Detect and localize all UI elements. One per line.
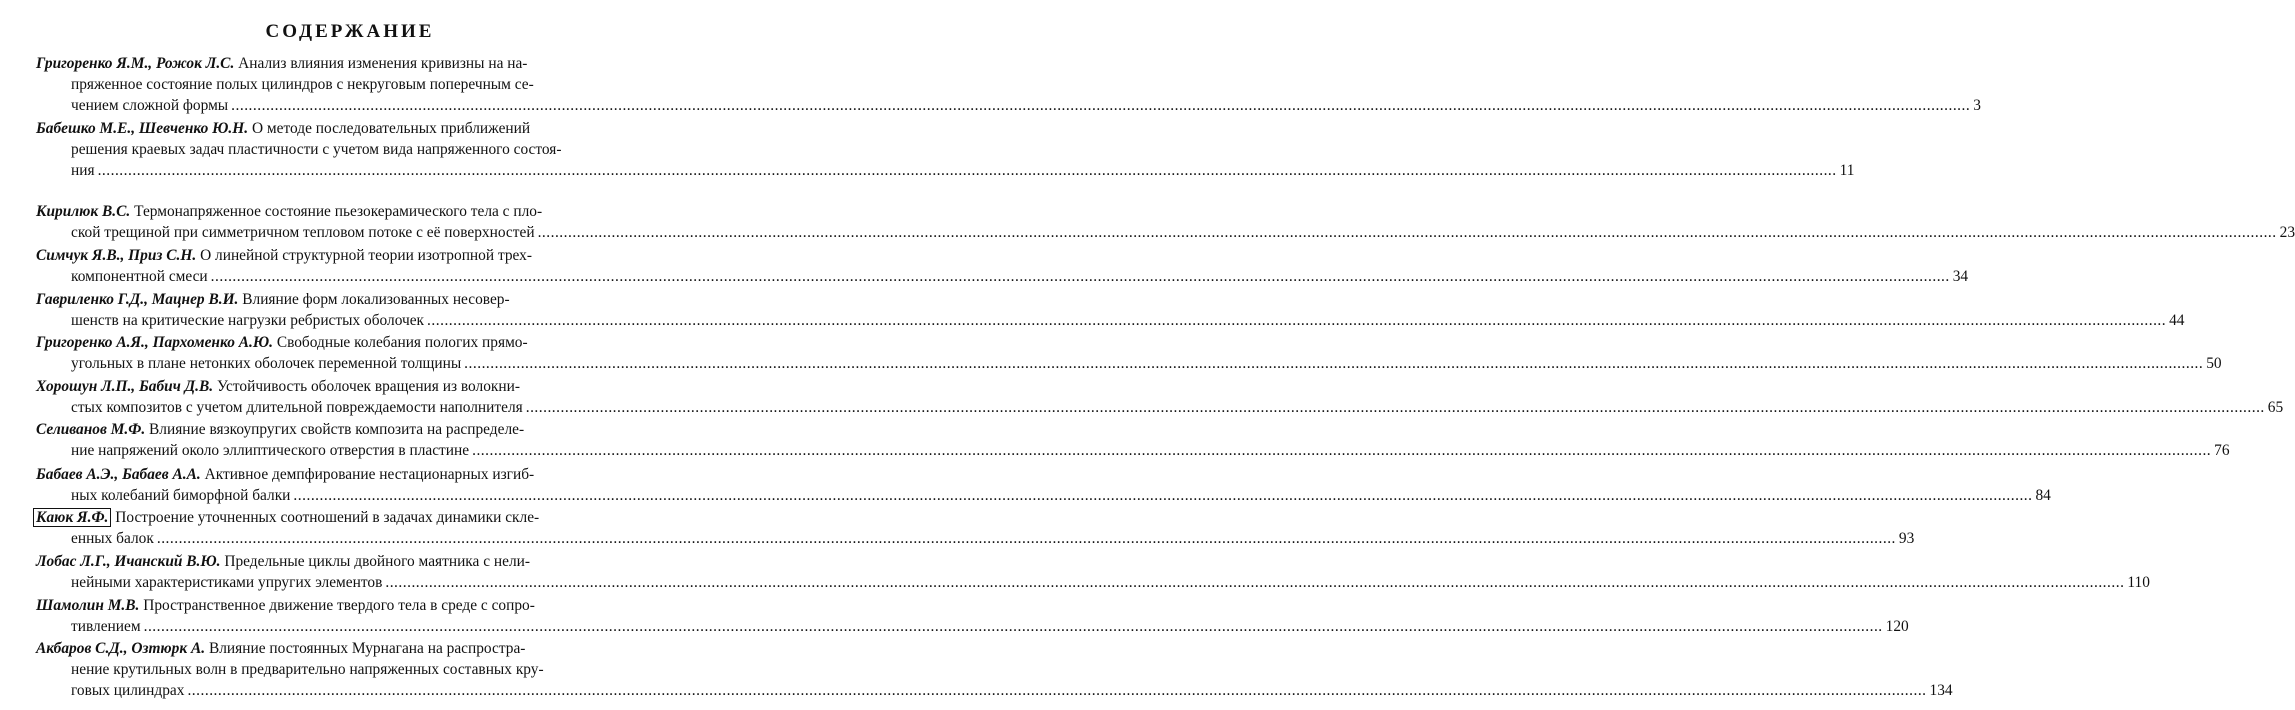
toc-entry-title-text: нейными характеристиками упругих элементов xyxy=(71,574,383,591)
toc-entry-authors: Симчук Я.В., Приз С.Н. xyxy=(36,247,197,264)
toc-entry-line xyxy=(36,680,1953,701)
toc-entry-authors: Григоренко А.Я., Пархоменко А.Ю. xyxy=(36,334,273,351)
toc-entry-line xyxy=(36,201,670,222)
toc-entry-line xyxy=(36,139,670,160)
toc-entry-line xyxy=(36,95,1981,116)
toc-entry xyxy=(36,376,2284,418)
toc-page-number: 34 xyxy=(1952,268,1969,285)
toc-entry-title-text: тивлением xyxy=(71,618,141,635)
toc-entry-title-text: Влияние вязкоупругих свойств композита на распределе- xyxy=(149,421,525,438)
toc-entry-line xyxy=(36,638,670,659)
toc-entry-line xyxy=(36,310,2185,331)
toc-entry-line xyxy=(36,595,670,616)
toc-entry-line xyxy=(36,507,670,528)
toc-entry-title-text: нение крутильных волн в предварительно напряженных составных кру- xyxy=(71,661,544,678)
dot-leader: ................................................................................................................................................................................................................................................................................................................................................................................................................ xyxy=(97,162,1837,179)
toc-entry-title-text: Анализ влияния изменения кривизны на на- xyxy=(238,55,528,72)
toc-entry-title-text: Влияние постоянных Мурнагана на распростра- xyxy=(208,640,526,657)
toc-page-number: 93 xyxy=(1898,530,1915,547)
dot-leader: ................................................................................................................................................................................................................................................................................................................................................................................................................ xyxy=(427,312,2167,329)
toc-entry-title-text: ния xyxy=(71,162,95,179)
toc-entry xyxy=(36,551,2150,593)
toc-page-number: 50 xyxy=(2206,355,2222,372)
toc-page-number: 11 xyxy=(1839,162,1855,179)
toc-entry xyxy=(36,118,1855,181)
toc-entry-title-text: ской трещиной при симметричном тепловом потоке с её поверхностей xyxy=(71,224,535,241)
toc-entry-authors: Каюк Я.Ф. xyxy=(33,508,111,527)
toc-entry-line xyxy=(36,528,1915,549)
toc-page-number: 44 xyxy=(2169,312,2185,329)
toc-entry-line xyxy=(36,289,670,310)
toc-entry xyxy=(36,638,1953,701)
dot-leader: ................................................................................................................................................................................................................................................................................................................................................................................................................ xyxy=(210,268,1950,285)
toc-entry-title-text: чением сложной формы xyxy=(71,97,229,114)
toc-entry-line xyxy=(36,353,2222,374)
toc-entry-title-text: ние напряжений около эллиптического отверстия в пластине xyxy=(71,442,470,459)
toc-entry-title-text: Свободные колебания пологих прямо- xyxy=(276,334,528,351)
toc-entry xyxy=(36,332,2222,374)
toc-entry-title-text: Предельные циклы двойного маятника с нели- xyxy=(224,553,531,570)
toc-entry-authors: Лобас Л.Г., Ичанский В.Ю. xyxy=(36,553,221,570)
toc-entry-line xyxy=(36,419,670,440)
dot-leader: ................................................................................................................................................................................................................................................................................................................................................................................................................ xyxy=(143,618,1883,635)
toc-entry-authors: Бабаев А.Э., Бабаев А.А. xyxy=(36,466,201,483)
toc-entry-title-text: О методе последовательных приближений xyxy=(251,120,531,137)
dot-leader: ................................................................................................................................................................................................................................................................................................................................................................................................................ xyxy=(156,530,1896,547)
toc-entry-line xyxy=(36,332,670,353)
toc-page-number: 3 xyxy=(1973,97,1981,114)
dot-leader: ................................................................................................................................................................................................................................................................................................................................................................................................................ xyxy=(472,442,2212,459)
toc-page-number: 76 xyxy=(2214,442,2230,459)
toc-entry-line xyxy=(36,245,670,266)
toc-entry xyxy=(36,507,1915,549)
toc-entry-title-text: компонентной смеси xyxy=(71,268,208,285)
toc-entry-title-text: говых цилиндрах xyxy=(71,682,185,699)
toc-entry xyxy=(36,419,2230,461)
toc-entry-line xyxy=(36,53,670,74)
toc-page-number: 120 xyxy=(1885,618,1909,635)
dot-leader: ................................................................................................................................................................................................................................................................................................................................................................................................................ xyxy=(293,487,2033,504)
toc-entry-title-text: ных колебаний биморфной балки xyxy=(71,487,291,504)
toc-entry-authors: Хорошун Л.П., Бабич Д.В. xyxy=(36,378,214,395)
toc-entry-title-text: Построение уточненных соотношений в задачах динамики скле- xyxy=(115,509,540,526)
toc-entry-title-text: Пространственное движение твердого тела в среде с сопро- xyxy=(143,597,535,614)
toc-entry-line xyxy=(36,160,1855,181)
toc-entry-line xyxy=(36,485,2051,506)
toc-entry-title-text: стых композитов с учетом длительной повреждаемости наполнителя xyxy=(71,399,523,416)
toc-entry-line xyxy=(36,616,1909,637)
toc-entry-line xyxy=(36,266,1969,287)
toc-entry-title-text: Активное демпфирование нестационарных изгиб- xyxy=(204,466,535,483)
toc-entry-line xyxy=(36,118,670,139)
toc-entry-authors: Селиванов М.Ф. xyxy=(36,421,146,438)
toc-entry-title-text: Влияние форм локализованных несовер- xyxy=(242,291,510,308)
toc-page-number: 65 xyxy=(2267,399,2284,416)
toc-page-number: 84 xyxy=(2035,487,2051,504)
toc-entry-line xyxy=(36,551,670,572)
toc-entry xyxy=(36,464,2051,506)
toc-entry-line xyxy=(36,376,670,397)
dot-leader: ................................................................................................................................................................................................................................................................................................................................................................................................................ xyxy=(464,355,2204,372)
toc-entry xyxy=(36,595,1909,637)
dot-leader: ................................................................................................................................................................................................................................................................................................................................................................................................................ xyxy=(537,224,2277,241)
toc-entry-authors: Бабешко М.Е., Шевченко Ю.Н. xyxy=(36,120,249,137)
dot-leader: ................................................................................................................................................................................................................................................................................................................................................................................................................ xyxy=(525,399,2265,416)
toc-entry-authors: Акбаров С.Д., Озтюрк А. xyxy=(36,640,206,657)
toc-page-number: 110 xyxy=(2127,574,2150,591)
toc-entry-line xyxy=(36,464,670,485)
toc-entry xyxy=(36,245,1969,287)
toc-entry-line xyxy=(36,397,2284,418)
toc-entry-line xyxy=(36,222,2295,243)
toc-entry-title-text: угольных в плане нетонких оболочек переменной толщины xyxy=(71,355,462,372)
toc-entry-line xyxy=(36,572,2150,593)
toc-page-number: 23 xyxy=(2279,224,2295,241)
toc-entry xyxy=(36,201,2295,243)
toc-entry xyxy=(36,53,1981,116)
toc-entry-title-text: енных балок xyxy=(71,530,154,547)
toc-entry-line xyxy=(36,659,670,680)
toc-entry-title-text: О линейной структурной теории изотропной трех- xyxy=(200,247,532,264)
toc-page-number: 134 xyxy=(1929,682,1953,699)
toc-entry-authors: Кирилюк В.С. xyxy=(36,203,131,220)
toc-entry-title-text: Термонапряженное состояние пьезокерамического тела с пло- xyxy=(134,203,543,220)
toc-entry-title-text: решения краевых задач пластичности с учетом вида напряженного состоя- xyxy=(71,141,562,158)
toc-entry-title-text: шенств на критические нагрузки ребристых оболочек xyxy=(71,312,425,329)
dot-leader: ................................................................................................................................................................................................................................................................................................................................................................................................................ xyxy=(385,574,2125,591)
toc-entry-title-text: пряженное состояние полых цилиндров с некруговым поперечным се- xyxy=(71,76,534,93)
toc-heading: СОДЕРЖАНИЕ xyxy=(265,21,435,42)
toc-entry-title-text: Устойчивость оболочек вращения из волокни- xyxy=(216,378,520,395)
dot-leader: ................................................................................................................................................................................................................................................................................................................................................................................................................ xyxy=(187,682,1927,699)
dot-leader: ................................................................................................................................................................................................................................................................................................................................................................................................................ xyxy=(231,97,1971,114)
toc-entry-authors: Шамолин М.В. xyxy=(36,597,140,614)
toc-entry-line xyxy=(36,440,2230,461)
toc-entry-authors: Григоренко Я.М., Рожок Л.С. xyxy=(36,55,235,72)
toc-entry-authors: Гавриленко Г.Д., Мацнер В.И. xyxy=(36,291,239,308)
toc-entry xyxy=(36,289,2185,331)
toc-entry-line xyxy=(36,74,670,95)
